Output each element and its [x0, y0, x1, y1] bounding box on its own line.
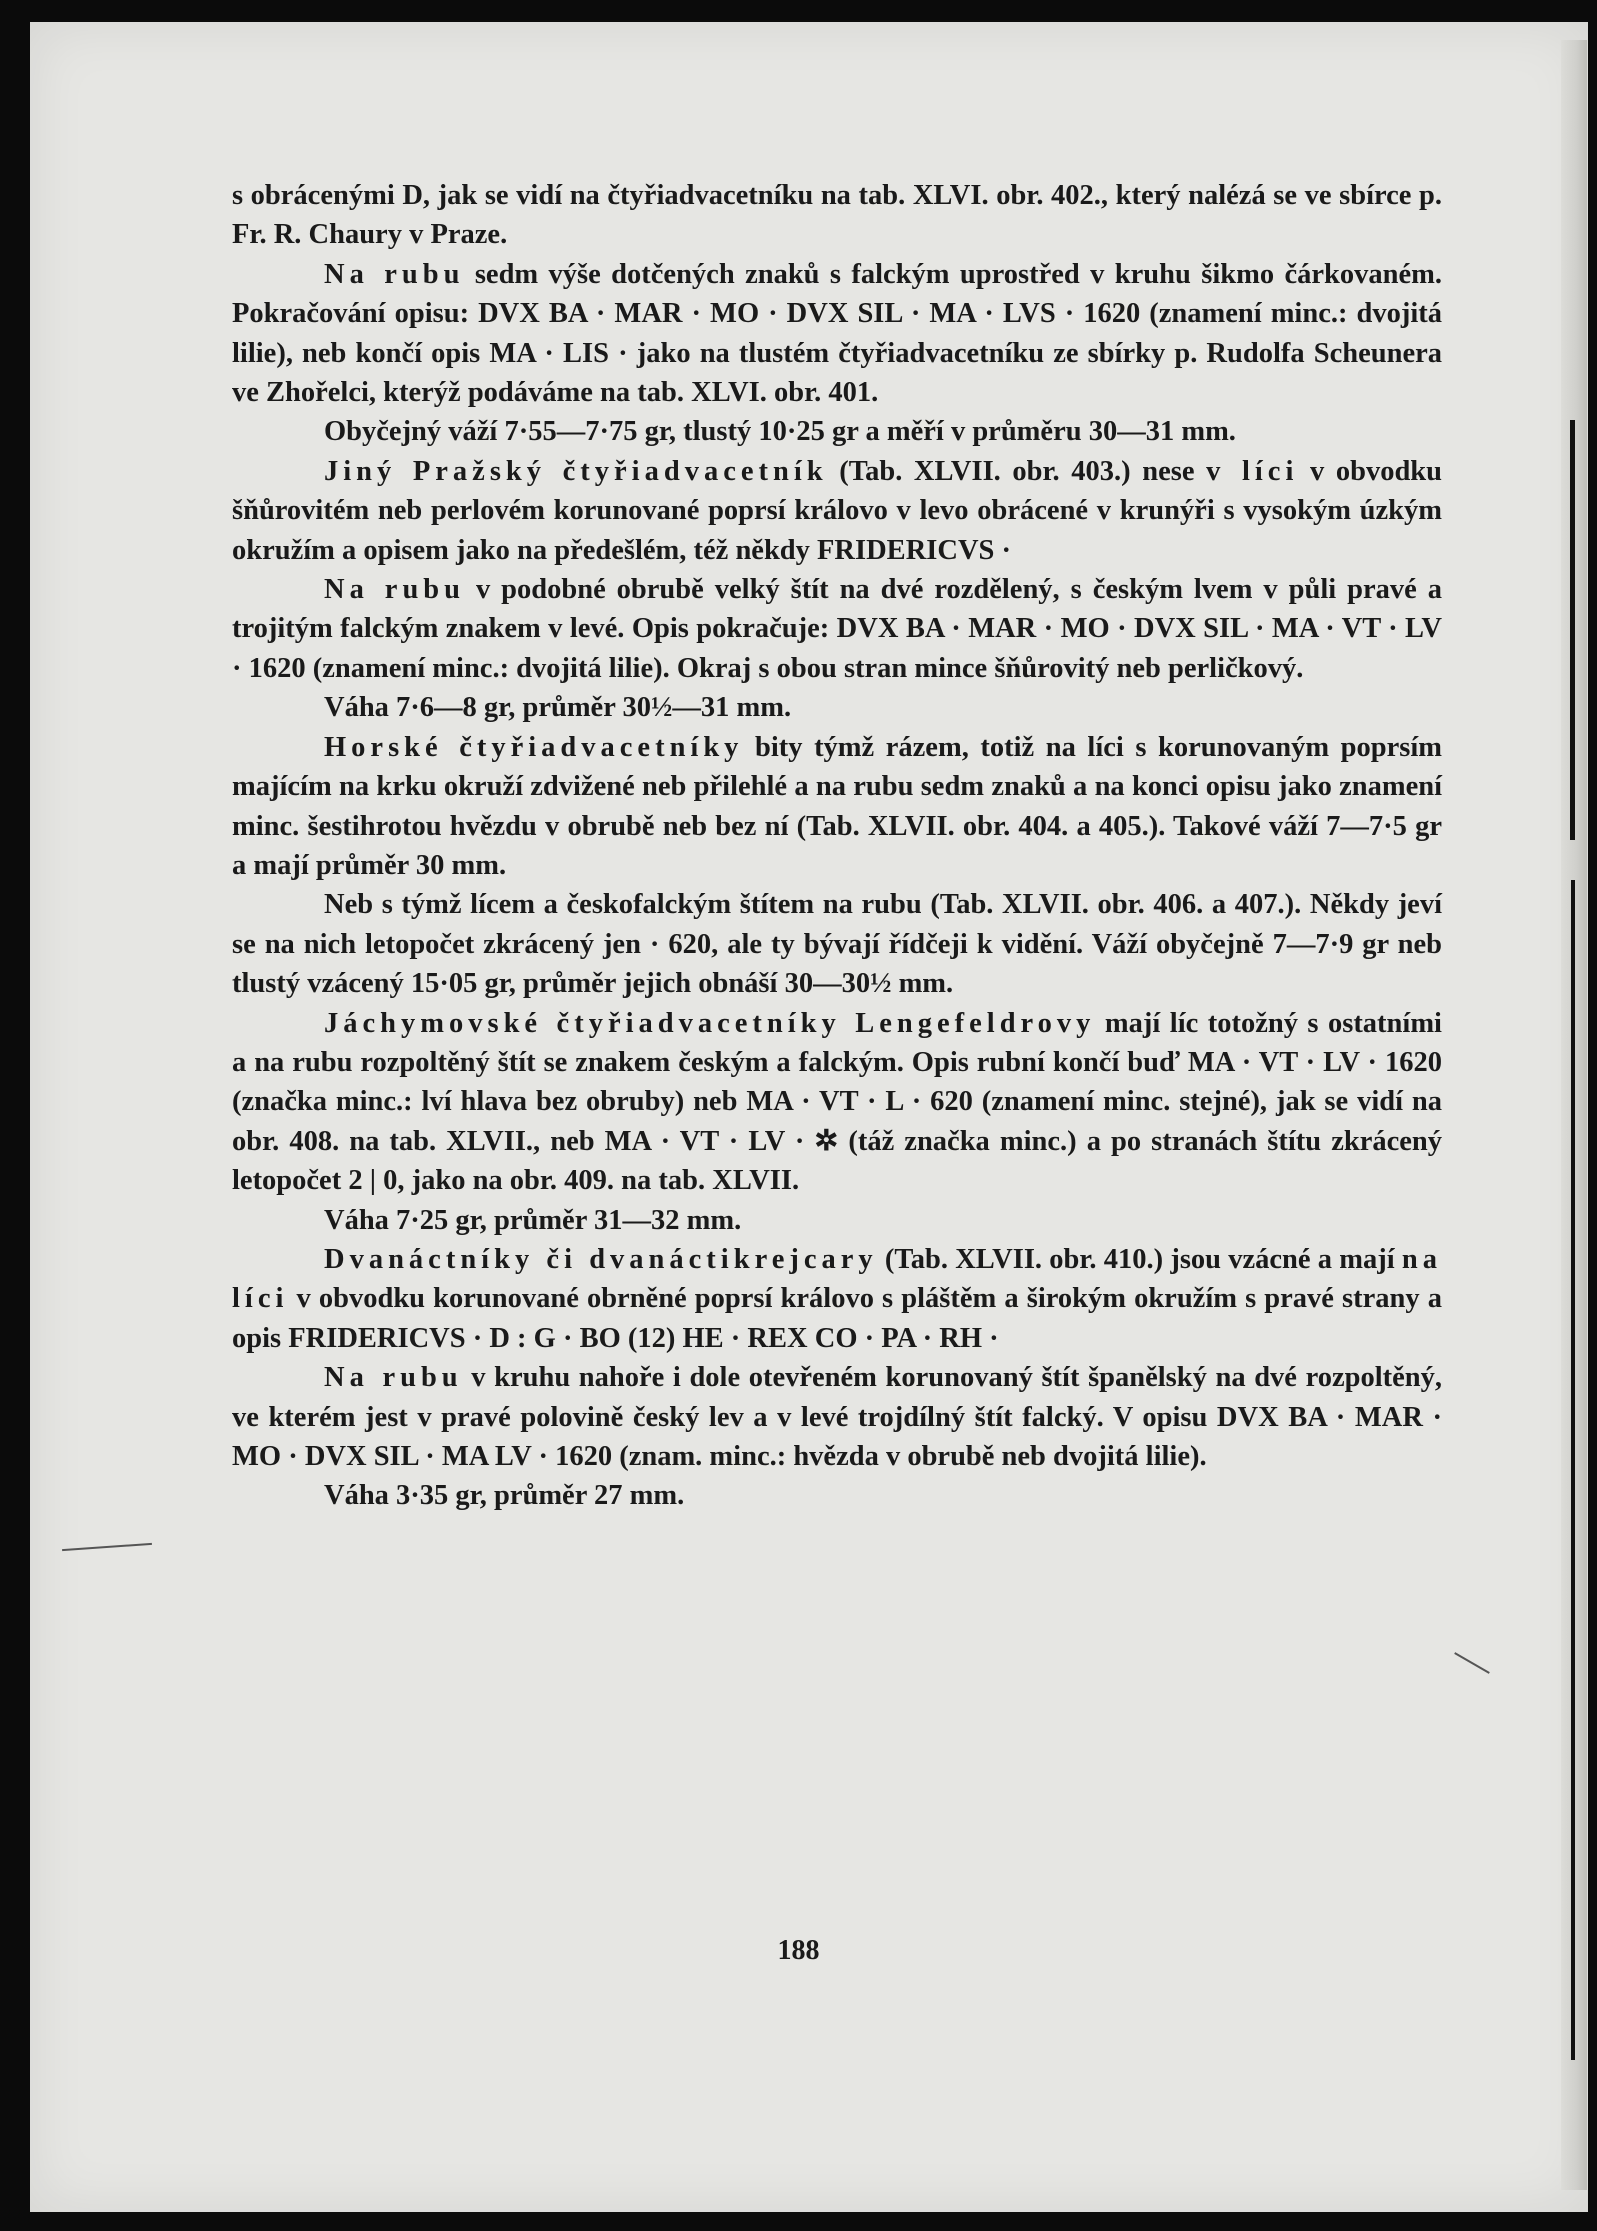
spaced-term: Jáchymovské čtyřiadvacetníky Lengefeldrovy: [324, 1007, 1096, 1039]
text-run: v obvodku šňůrovitém neb perlovém korunované poprsí královo v levo obrácené v krunýři s vysokým úzkým okružím a opisem jako na předešlém, též někdy FRIDERICVS ·: [232, 455, 1442, 566]
text-run: bity týmž rázem, totiž na líci s korunovaným poprsím majícím na krku okruží zdvižené neb přilehlé a na rubu sedm znaků a na konci opisu jako znamení minc. šestihrotou hvězdu v obrubě neb bez ní (Tab. XLVII. obr. 404. a 405.). Takové váží 7—7·5 gr a mají průměr 30 mm.: [232, 731, 1442, 881]
spaced-term: Na rubu: [324, 258, 465, 290]
page-edge-shadow: [1570, 420, 1575, 840]
paragraph: [232, 1201, 1442, 1240]
text-run: v kruhu nahoře i dole otevřeném korunovaný štít španělský na dvé rozpoltěný, ve kterém jest v pravé polovině český lev a v levé trojdílný štít falcký. V opisu DVX BA · MAR · MO · DVX SIL · MA LV · 1620 (znam. minc.: hvězda v obrubě neb dvojitá lilie).: [232, 1362, 1442, 1472]
paragraph: [232, 1476, 1442, 1515]
page-number: 188: [777, 1935, 820, 1966]
spaced-term: Horské čtyřiadvacetníky: [324, 731, 744, 763]
text-run: Váha 7·25 gr, průměr 31—32 mm.: [324, 1204, 742, 1236]
paragraph: [232, 885, 1442, 1003]
paragraph: [232, 1240, 1442, 1358]
page-edge-shadow: [1571, 880, 1575, 2060]
text-run: s obrácenými D, jak se vidí na čtyřiadvacetníku na tab. XLVI. obr. 402., který nalézá se ve sbírce p. Fr. R. Chaury v Praze.: [232, 180, 1442, 251]
text-run: (Tab. XLVII. obr. 410.) jsou vzácné a mají: [877, 1243, 1402, 1275]
paragraph: [232, 176, 1442, 255]
text-run: Váha 3·35 gr, průměr 27 mm.: [324, 1480, 685, 1512]
text-run: Neb s týmž lícem a českofalckým štítem na rubu (Tab. XLVII. obr. 406. a 407.). Někdy jeví se na nich letopočet zkrácený jen · 620, ale ty bývají řídčeji k vidění. Váží obyčejně 7—7·9 gr neb tlustý vzácený 15·05 gr, průměr jejich obnáší 30—30½ mm.: [232, 889, 1442, 1000]
paragraph: [232, 728, 1442, 886]
paragraph: [232, 688, 1442, 727]
paragraph: [232, 1004, 1442, 1201]
spaced-term: na líci: [232, 1243, 1442, 1315]
text-run: Obyčejný váží 7·55—7·75 gr, tlustý 10·25 gr a měří v průměru 30—31 mm.: [324, 416, 1236, 448]
paragraph: [232, 452, 1442, 570]
text-run: mají líc totožný s ostatními a na rubu rozpoltěný štít se znakem českým a falckým. Opis rubní končí buď MA · VT · LV · 1620 (značka minc.: lví hlava bez obruby) neb MA · VT · L · 620 (znamení minc. stejné), jak se vidí na obr. 408. na tab. XLVII., neb MA · VT · LV · ✲ (táž značka minc.) a po stranách štítu zkrácený letopočet 2 | 0, jako na obr. 409. na tab. XLVII.: [232, 1007, 1442, 1197]
text-run: v obvodku korunované obrněné poprsí královo s pláštěm a širokým okružím s pravé strany a opis FRIDERICVS · D : G · BO (12) HE · REX CO · PA · RH ·: [232, 1283, 1442, 1354]
paragraph: [232, 570, 1442, 688]
text-run: v podobné obrubě velký štít na dvé rozdělený, s českým lvem v půli pravé a trojitým falckým znakem v levé. Opis pokračuje: DVX BA · MAR · MO · DVX SIL · MA · VT · LV · 1620 (znamení minc.: dvojitá lilie). Okraj s obou stran mince šňůrovitý neb perličkový.: [232, 574, 1442, 684]
spaced-term: Jiný Pražský čtyřiadvacetník: [324, 455, 828, 487]
body-text: [232, 176, 1442, 1516]
spaced-term: Dvanáctníky či dvanáctikrejcary: [324, 1243, 878, 1275]
text-run: Váha 7·6—8 gr, průměr 30½—31 mm.: [324, 692, 792, 724]
spaced-term: v líci: [1206, 455, 1299, 487]
paragraph: [232, 255, 1442, 413]
text-run: (Tab. XLVII. obr. 403.) nese: [827, 455, 1207, 487]
text-run: sedm výše dotčených znaků s falckým uprostřed v kruhu šikmo čárkovaném. Pokračování opisu: DVX BA · MAR · MO · DVX SIL · MA · LVS · 1620 (znamení minc.: dvojitá lilie), neb končí opis MA · LIS · jako na tlustém čtyřiadvacetníku ze sbírky p. Rudolfa Scheunera ve Zhořelci, kterýž podáváme na tab. XLVI. obr. 401.: [232, 258, 1442, 409]
spaced-term: Na rubu: [324, 1362, 463, 1394]
paragraph: [232, 1358, 1442, 1476]
spaced-term: Na rubu: [324, 574, 465, 606]
paragraph: [232, 412, 1442, 451]
